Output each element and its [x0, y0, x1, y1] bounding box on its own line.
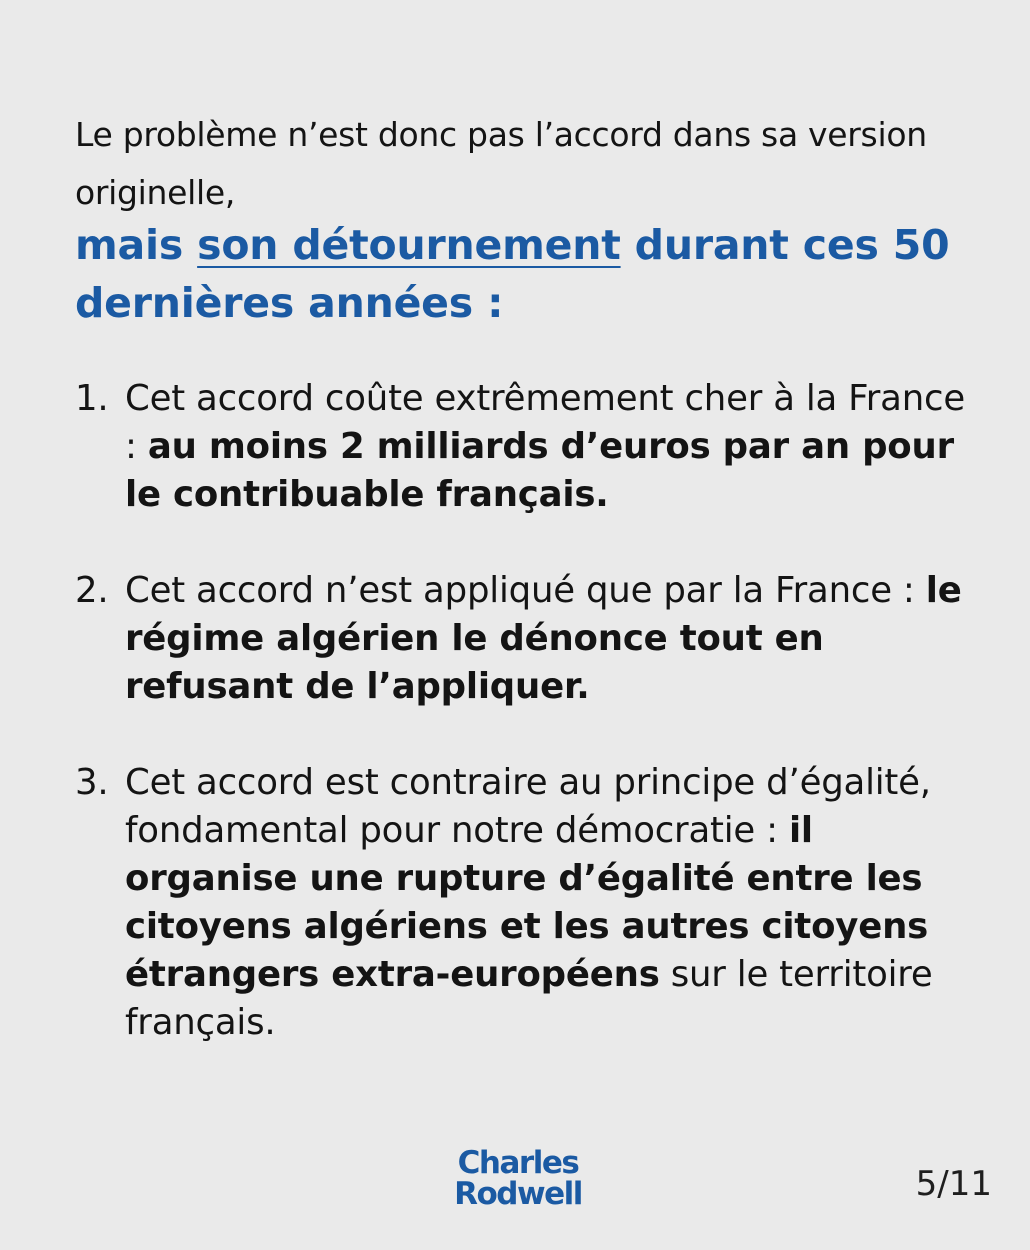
- headline-underlined: son détournement: [197, 221, 621, 269]
- point-lead: Cet accord coûte extrêmement cher à la France :: [125, 378, 965, 467]
- headline: [75, 216, 975, 332]
- logo-line-1: Charles: [457, 1145, 579, 1181]
- headline-before: mais: [75, 221, 198, 269]
- logo-line-2: Rodwell: [454, 1176, 582, 1212]
- points-list: [75, 375, 980, 1095]
- list-item: [75, 759, 980, 1047]
- list-number: 2.: [75, 570, 109, 611]
- list-number: 1.: [75, 378, 109, 419]
- point-lead: Cet accord est contraire au principe d’égalité, fondamental pour notre démocratie :: [125, 762, 931, 851]
- list-item: [75, 375, 980, 519]
- page-number: 5/11: [915, 1164, 992, 1204]
- point-bold: il organise une rupture d’égalité entre les citoyens algériens et les autres citoyens étrangers extra-européens: [125, 810, 929, 995]
- point-bold: le régime algérien le dénonce tout en refusant de l’appliquer.: [125, 570, 962, 707]
- point-tail: sur le territoire français.: [125, 954, 933, 1043]
- point-bold: au moins 2 milliards d’euros par an pour le contribuable français.: [125, 426, 954, 515]
- point-lead: Cet accord n’est appliqué que par la France :: [125, 570, 926, 611]
- list-item: [75, 567, 980, 711]
- charles-rodwell-logo: [443, 1145, 593, 1212]
- headline-after: durant ces 50 dernières années :: [75, 221, 950, 327]
- list-number: 3.: [75, 762, 109, 803]
- intro-text: Le problème n’est donc pas l’accord dans sa version originelle,: [75, 115, 927, 212]
